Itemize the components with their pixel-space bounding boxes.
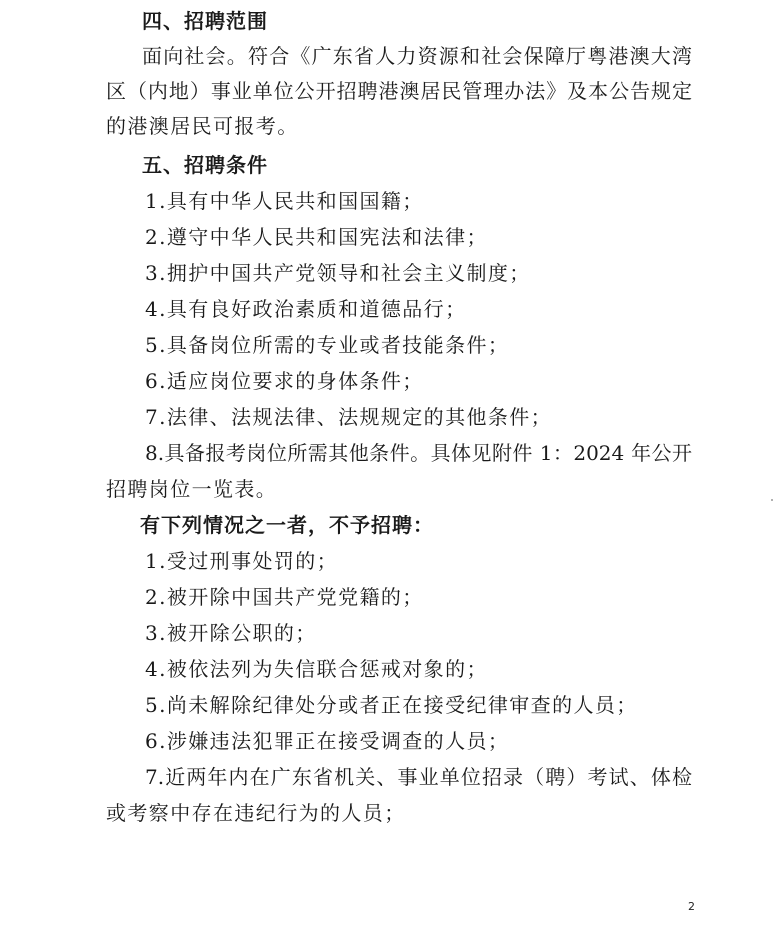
condition-item-5: 5.具备岗位所需的专业或者技能条件； — [145, 333, 510, 357]
condition-item-1: 1.具有中华人民共和国国籍； — [145, 189, 424, 213]
exclusion-item-1: 1.受过刑事处罚的； — [145, 549, 339, 573]
condition-item-4: 4.具有良好政治素质和道德品行； — [145, 297, 467, 321]
condition-item-7: 7.法律、法规法律、法规规定的其他条件； — [145, 405, 553, 429]
exclusion-item-4: 4.被依法列为失信联合惩戒对象的； — [145, 657, 488, 681]
exclusions-heading: 有下列情况之一者，不予招聘： — [140, 513, 434, 537]
condition-item-8-continued: 招聘岗位一览表。 — [106, 477, 278, 501]
section-4-paragraph-line-2: 区（内地）事业单位公开招聘港澳居民管理办法》及本公告规定 — [106, 79, 692, 103]
exclusion-item-7-continued: 或考察中存在违纪行为的人员； — [106, 801, 406, 825]
section-4-paragraph-line-3: 的港澳居民可报考。 — [106, 114, 299, 138]
condition-item-3: 3.拥护中国共产党领导和社会主义制度； — [145, 261, 531, 285]
exclusion-item-6: 6.涉嫌违法犯罪正在接受调查的人员； — [145, 729, 510, 753]
condition-item-6: 6.适应岗位要求的身体条件； — [145, 369, 424, 393]
section-5-heading: 五、招聘条件 — [142, 153, 268, 177]
section-4-heading: 四、招聘范围 — [142, 9, 268, 33]
condition-item-8: 8.具备报考岗位所需其他条件。具体见附件 1：2024 年公开 — [145, 441, 692, 465]
exclusion-item-2: 2.被开除中国共产党党籍的； — [145, 585, 424, 609]
section-4-paragraph-line-1: 面向社会。符合《广东省人力资源和社会保障厅粤港澳大湾 — [142, 44, 692, 68]
condition-item-2: 2.遵守中华人民共和国宪法和法律； — [145, 225, 488, 249]
scan-edge-mark — [771, 499, 773, 501]
exclusion-item-7: 7.近两年内在广东省机关、事业单位招录（聘）考试、体检 — [145, 765, 692, 789]
page-number: 2 — [688, 900, 695, 913]
exclusion-item-5: 5.尚未解除纪律处分或者正在接受纪律审查的人员； — [145, 693, 638, 717]
exclusion-item-3: 3.被开除公职的； — [145, 621, 317, 645]
